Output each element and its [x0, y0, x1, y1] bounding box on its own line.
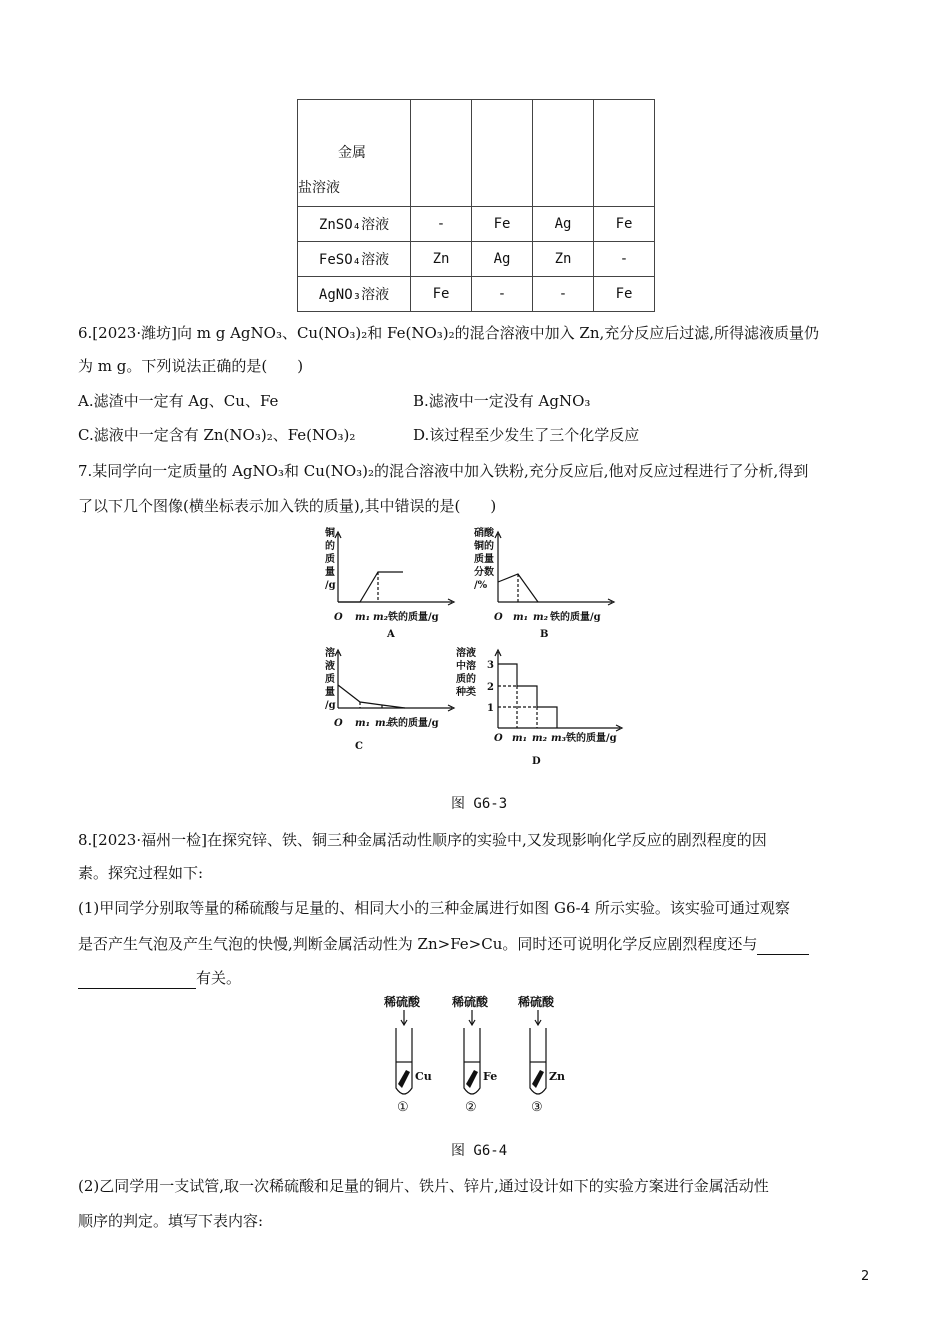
table-cell: Ag [533, 207, 594, 242]
chart-d-m3: m₃ [551, 733, 566, 744]
chart-d-ylabel: 中溶 [456, 661, 476, 672]
metal-piece-icon [398, 1070, 410, 1088]
chart-a-letter: A [387, 629, 395, 640]
tube-number: ① [397, 1100, 409, 1115]
chart-d-origin: O [494, 733, 503, 744]
chart-a-xlabel: 铁的质量/g [388, 612, 439, 623]
chart-b-ylabel: 分数 [474, 567, 494, 578]
chart-b-ylabel: 硝酸 [474, 528, 494, 539]
row-label: FeSO₄溶液 [298, 242, 411, 277]
q6-option-d: D.该过程至少发生了三个化学反应 [413, 426, 640, 444]
chart-c-ylabel: /g [325, 700, 336, 711]
q7-line2: 了以下几个图像(横坐标表示加入铁的质量),其中错误的是( ) [78, 497, 497, 515]
chart-a-origin: O [334, 612, 343, 623]
header-metal: 金属 [338, 145, 366, 161]
table-cell: Fe [594, 277, 655, 312]
q6-line2: 为 m g。下列说法正确的是( ) [78, 357, 304, 375]
chart-a-ylabel: 铜 [325, 528, 335, 539]
chart-a-ylabel: 量 [325, 567, 335, 578]
table-row [298, 277, 655, 312]
chart-a-m2: m₂ [373, 612, 388, 623]
answer-blank[interactable] [78, 972, 196, 989]
chart-a-ylabel: 质 [325, 554, 335, 565]
metal-label: Zn [549, 1070, 566, 1083]
chart-d-xlabel: 铁的质量/g [566, 733, 617, 744]
table-cell: - [533, 277, 594, 312]
figure-g6-4-caption: 图 G6-4 [451, 1143, 508, 1159]
table-cell: Fe [411, 277, 472, 312]
metal-label: Cu [415, 1070, 432, 1083]
chart-c-origin: O [334, 718, 343, 729]
q8-part1-line2-wrap [78, 933, 809, 955]
q6-option-a: A.滤渣中一定有 Ag、Cu、Fe [78, 392, 279, 410]
chart-c-letter: C [355, 741, 363, 752]
figure-g6-3 [300, 522, 650, 772]
figure-g6-4 [370, 992, 580, 1117]
chart-b-origin: O [494, 612, 503, 623]
chart-d-ylabel: 质的 [456, 674, 476, 685]
acid-label: 稀硫酸 [384, 995, 421, 1009]
figure-g6-3-caption: 图 G6-3 [451, 796, 508, 812]
table-row [298, 242, 655, 277]
chart-c-line [338, 685, 405, 708]
chart-b-letter: B [540, 629, 549, 640]
table-cell: Fe [594, 207, 655, 242]
chart-c-ylabel: 液 [325, 661, 335, 672]
table-cell: Zn [411, 242, 472, 277]
tube-number: ③ [531, 1100, 543, 1115]
table-row [298, 207, 655, 242]
q8-line1: 8.[2023·福州一检]在探究锌、铁、铜三种金属活动性顺序的实验中,又发现影响化学反应的剧烈程度的因 [78, 831, 767, 849]
acid-label: 稀硫酸 [518, 995, 555, 1009]
chart-a-m1: m₁ [355, 612, 370, 623]
q8-part1-line3-wrap [78, 967, 241, 989]
chart-a-ylabel: /g [325, 580, 336, 591]
chart-d-letter: D [532, 756, 541, 767]
chart-c-m2: m₂ [375, 718, 390, 729]
table-cell: - [472, 277, 533, 312]
metal-label: Fe [483, 1070, 498, 1083]
chart-b-ylabel: 质量 [474, 554, 494, 565]
chart-c-ylabel: 量 [325, 687, 335, 698]
chart-c-m1: m₁ [355, 718, 370, 729]
chart-b-m1: m₁ [513, 612, 528, 623]
chart-a-line [338, 572, 403, 602]
q8-part1-line2: 是否产生气泡及产生气泡的快慢,判断金属活动性为 Zn>Fe>Cu。同时还可说明化学反应剧烈程度还与 [78, 935, 758, 953]
chart-b-m2: m₂ [533, 612, 548, 623]
answer-blank[interactable] [757, 938, 809, 955]
chart-d-tick: 2 [487, 682, 494, 693]
chart-c-xlabel: 铁的质量/g [388, 718, 439, 729]
table-cell: Fe [472, 207, 533, 242]
q8-part1-line3: 有关。 [196, 969, 242, 987]
table-cell: - [594, 242, 655, 277]
chart-a-ylabel: 的 [325, 541, 335, 552]
table-cell: Zn [533, 242, 594, 277]
q6-line1: 6.[2023·潍坊]向 m g AgNO₃、Cu(NO₃)₂和 Fe(NO₃)₂的混合溶液中加入 Zn,充分反应后过滤,所得滤液质量仍 [78, 324, 820, 342]
q7-line1: 7.某同学向一定质量的 AgNO₃和 Cu(NO₃)₂的混合溶液中加入铁粉,充分反应后,他对反应过程进行了分析,得到 [78, 462, 809, 480]
chart-d-ylabel: 溶液 [456, 648, 476, 659]
row-label: AgNO₃溶液 [298, 277, 411, 312]
table-cell: - [411, 207, 472, 242]
acid-label: 稀硫酸 [452, 995, 489, 1009]
chart-d-tick: 1 [487, 703, 494, 714]
page-number: 2 [861, 1269, 870, 1284]
chart-d-m1: m₁ [512, 733, 527, 744]
metal-piece-icon [532, 1070, 544, 1088]
chart-b-line [498, 574, 538, 602]
tube-number: ② [465, 1100, 477, 1115]
chart-d-m2: m₂ [532, 733, 547, 744]
table-cell: Ag [472, 242, 533, 277]
q8-part2-line2: 顺序的判定。填写下表内容: [78, 1212, 264, 1230]
chart-b-xlabel: 铁的质量/g [550, 612, 601, 623]
chart-c-ylabel: 溶 [325, 648, 335, 659]
row-label: ZnSO₄溶液 [298, 207, 411, 242]
chart-d-ylabel: 种类 [456, 687, 476, 698]
chart-b-ylabel: 铜的 [474, 541, 494, 552]
chart-b-ylabel: /% [474, 580, 488, 591]
chart-d-step-line [498, 664, 557, 728]
q8-part1-line1: (1)甲同学分别取等量的稀硫酸与足量的、相同大小的三种金属进行如图 G6-4 所示实验。该实验可通过观察 [78, 899, 790, 917]
header-salt-solution: 盐溶液 [298, 180, 340, 196]
q8-part2-line1: (2)乙同学用一支试管,取一次稀硫酸和足量的铜片、铁片、锌片,通过设计如下的实验方案进行金属活动性 [78, 1177, 769, 1195]
q6-option-c: C.滤液中一定含有 Zn(NO₃)₂、Fe(NO₃)₂ [78, 426, 356, 444]
q6-option-b: B.滤液中一定没有 AgNO₃ [413, 392, 591, 410]
q8-line2: 素。探究过程如下: [78, 864, 204, 882]
table-header-cell [298, 100, 411, 207]
metal-piece-icon [466, 1070, 478, 1088]
chart-d-tick: 3 [487, 660, 494, 671]
chart-c-ylabel: 质 [325, 674, 335, 685]
metal-salt-table [297, 99, 655, 312]
